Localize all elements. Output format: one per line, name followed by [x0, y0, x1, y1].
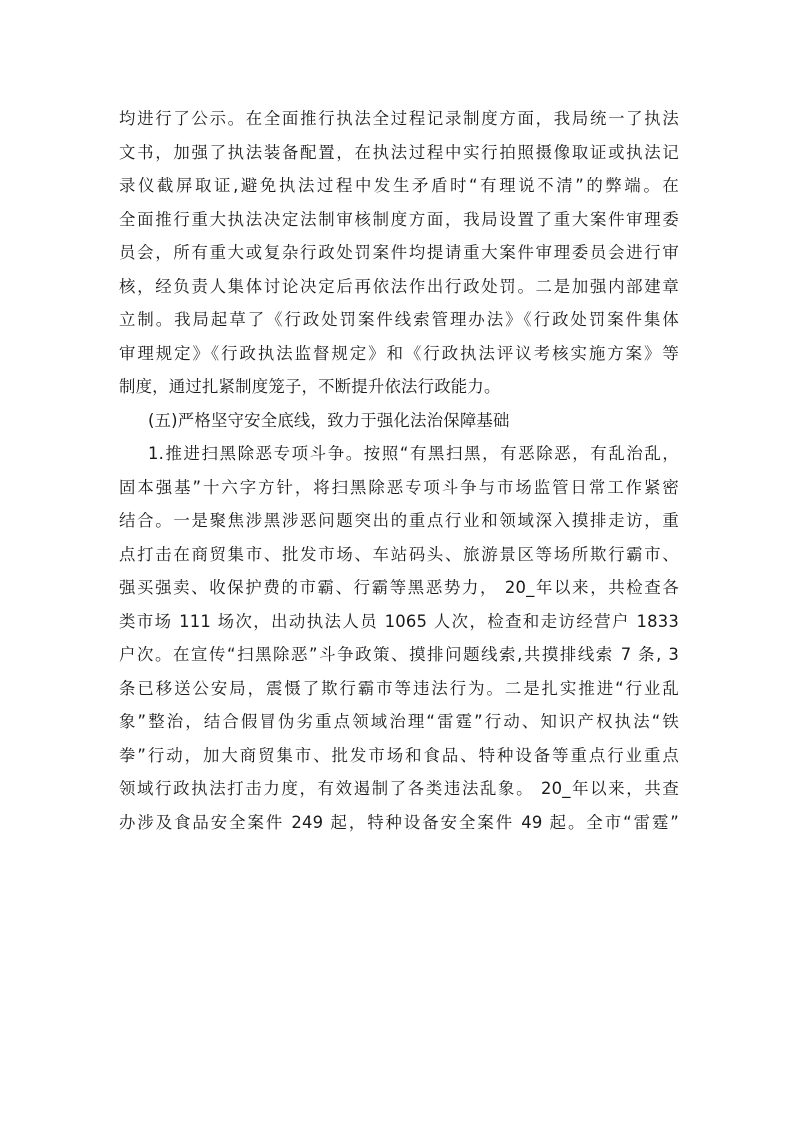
- section-heading: (五)严格坚守安全底线，致力于强化法治保障基础: [148, 410, 510, 430]
- paragraph-line: 审理规定》《行政执法监督规定》和《行政执法评议考核实施方案》等: [119, 343, 679, 363]
- paragraph-line: 员会，所有重大或复杂行政处罚案件均提请重大案件审理委员会进行审: [119, 243, 679, 262]
- paragraph-line: 立制。我局起草了《行政处罚案件线索管理办法》《行政处罚案件集体: [119, 310, 679, 329]
- paragraph-line: 核，经负责人集体讨论决定后再依法作出行政处罚。二是加强内部建章: [119, 276, 679, 296]
- paragraph-line: 户次。在宣传“扫黑除恶”斗争政策、摸排问题线索,共摸排线索 7 条, 3: [119, 645, 679, 664]
- paragraph-line: 1.推进扫黑除恶专项斗争。按照“有黑扫黑，有恶除恶，有乱治乱，: [148, 444, 679, 463]
- paragraph-line: 点打击在商贸集市、批发市场、车站码头、旅游景区等场所欺行霸市、: [119, 544, 679, 564]
- document-body: [119, 102, 679, 839]
- paragraph-line: 均进行了公示。在全面推行执法全过程记录制度方面，我局统一了执法: [119, 109, 679, 128]
- paragraph-line: 制度，通过扎紧制度笼子，不断提升依法行政能力。: [119, 377, 501, 396]
- paragraph-line: 办涉及食品安全案件 249 起，特种设备安全案件 49 起。全市“雷霆”: [119, 812, 679, 832]
- paragraph-line: 领域行政执法打击力度，有效遏制了各类违法乱象。 20_年以来，共查: [119, 779, 679, 798]
- paragraph-line: 固本强基”十六字方针，将扫黑除恶专项斗争与市场监管日常工作紧密: [119, 477, 679, 497]
- paragraph-line: 文书，加强了执法装备配置，在执法过程中实行拍照摄像取证或执法记: [119, 142, 679, 162]
- paragraph-line: 条已移送公安局，震慑了欺行霸市等违法行为。二是扎实推进“行业乱: [119, 678, 679, 698]
- paragraph-line: 拳”行动，加大商贸集市、批发市场和食品、特种设备等重点行业重点: [119, 745, 679, 765]
- paragraph-line: 强买强卖、收保护费的市霸、行霸等黑恶势力， 20_年以来，共检查各: [119, 578, 679, 597]
- paragraph-line: 全面推行重大执法决定法制审核制度方面，我局设置了重大案件审理委: [119, 209, 679, 229]
- paragraph-line: 类市场 111 场次，出动执法人员 1065 人次，检查和走访经营户 1833: [119, 611, 679, 631]
- paragraph-line: 结合。一是聚焦涉黑涉恶问题突出的重点行业和领域深入摸排走访，重: [119, 511, 679, 530]
- paragraph-line: 录仪截屏取证,避免执法过程中发生矛盾时“有理说不清”的弊端。在: [119, 176, 679, 195]
- paragraph-line: 象”整治，结合假冒伪劣重点领域治理“雷霆”行动、知识产权执法“铁: [119, 712, 679, 731]
